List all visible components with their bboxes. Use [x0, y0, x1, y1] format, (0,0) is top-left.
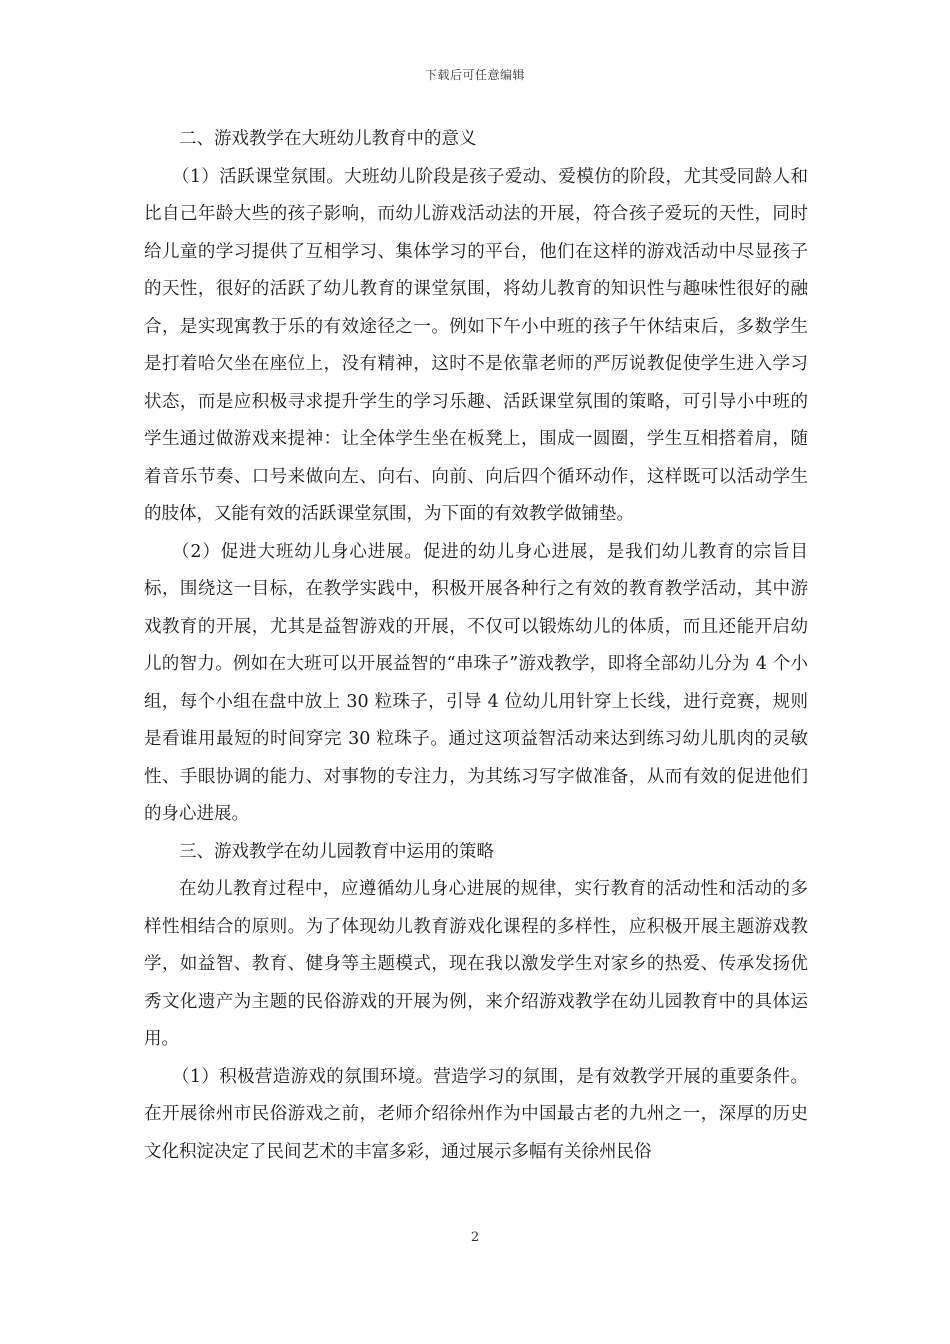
paragraph-development: （2）促进大班幼儿身心进展。促进的幼儿身心进展，是我们幼儿教育的宗旨目标，围绕这一目标，在教学实践中，积极开展各种行之有效的教育教学活动，其中游戏教育的开展，尤其是益智游戏的开展，不仅可以锻炼幼儿的体质，而且还能开启幼儿的智力。例如在大班可以开展益智的“串珠子”游戏教学，即将全部幼儿分为 4 个小组，每个小组在盘中放上 30 粒珠子，引导 4 位幼儿用针穿上长线，进行竞赛，规则是看谁用最短的时间穿完 30 粒珠子。通过这项益智活动来达到练习幼儿肌肉的灵敏性、手眼协调的能力、对事物的专注力，为其练习写字做准备，从而有效的促进他们的身心进展。 [144, 541, 808, 824]
section-heading-2: 二、游戏教学在大班幼儿教育中的意义 [179, 129, 477, 149]
paragraph-atmosphere: （1）积极营造游戏的氛围环境。营造学习的氛围，是有效教学开展的重要条件。在开展徐州市民俗游戏之前，老师介绍徐州作为中国最古老的九州之一，深厚的历史文化积淀决定了民间艺术的丰富多彩，通过展示多幅有关徐州民俗 [144, 1066, 808, 1162]
paragraph-principles: 在幼儿教育过程中，应遵循幼儿身心进展的规律，实行教育的活动性和活动的多样性相结合的原则。为了体现幼儿教育游戏化课程的多样性，应积极开展主题游戏教学，如益智、教育、健身等主题模式，现在我以激发学生对家乡的热爱、传承发扬优秀文化遗产为主题的民俗游戏的开展为例，来介绍游戏教学在幼儿园教育中的具体运用。 [144, 879, 808, 1049]
page-number: 2 [470, 1230, 480, 1245]
section-heading-3: 三、游戏教学在幼儿园教育中运用的策略 [179, 841, 494, 862]
page-header-note: 下载后可任意编辑 [424, 68, 525, 82]
paragraph-active-classroom: （1）活跃课堂氛围。大班幼儿阶段是孩子爱动、爱模仿的阶段，尤其受同龄人和比自己年龄大些的孩子影响，而幼儿游戏活动法的开展，符合孩子爱玩的天性，同时给儿童的学习提供了互相学习、集体学习的平台，他们在这样的游戏活动中尽显孩子的天性，很好的活跃了幼儿教育的课堂氛围，将幼儿教育的知识性与趣味性很好的融合，是实现寓教于乐的有效途径之一。例如下午小中班的孩子午休结束后，多数学生是打着哈欠坐在座位上，没有精神，这时不是依靠老师的严厉说教促使学生进入学习状态，而是应积极寻求提升学生的学习乐趣、活跃课堂氛围的策略，可引导小中班的学生通过做游戏来提神：让全体学生坐在板凳上，围成一圆圈，学生互相搭着肩，随着音乐节奏、口号来做向左、向右、向前、向后四个循环动作，这样既可以活动学生的肢体，又能有效的活跃课堂氛围，为下面的有效教学做铺垫。 [144, 166, 808, 524]
document-body [144, 121, 808, 1171]
